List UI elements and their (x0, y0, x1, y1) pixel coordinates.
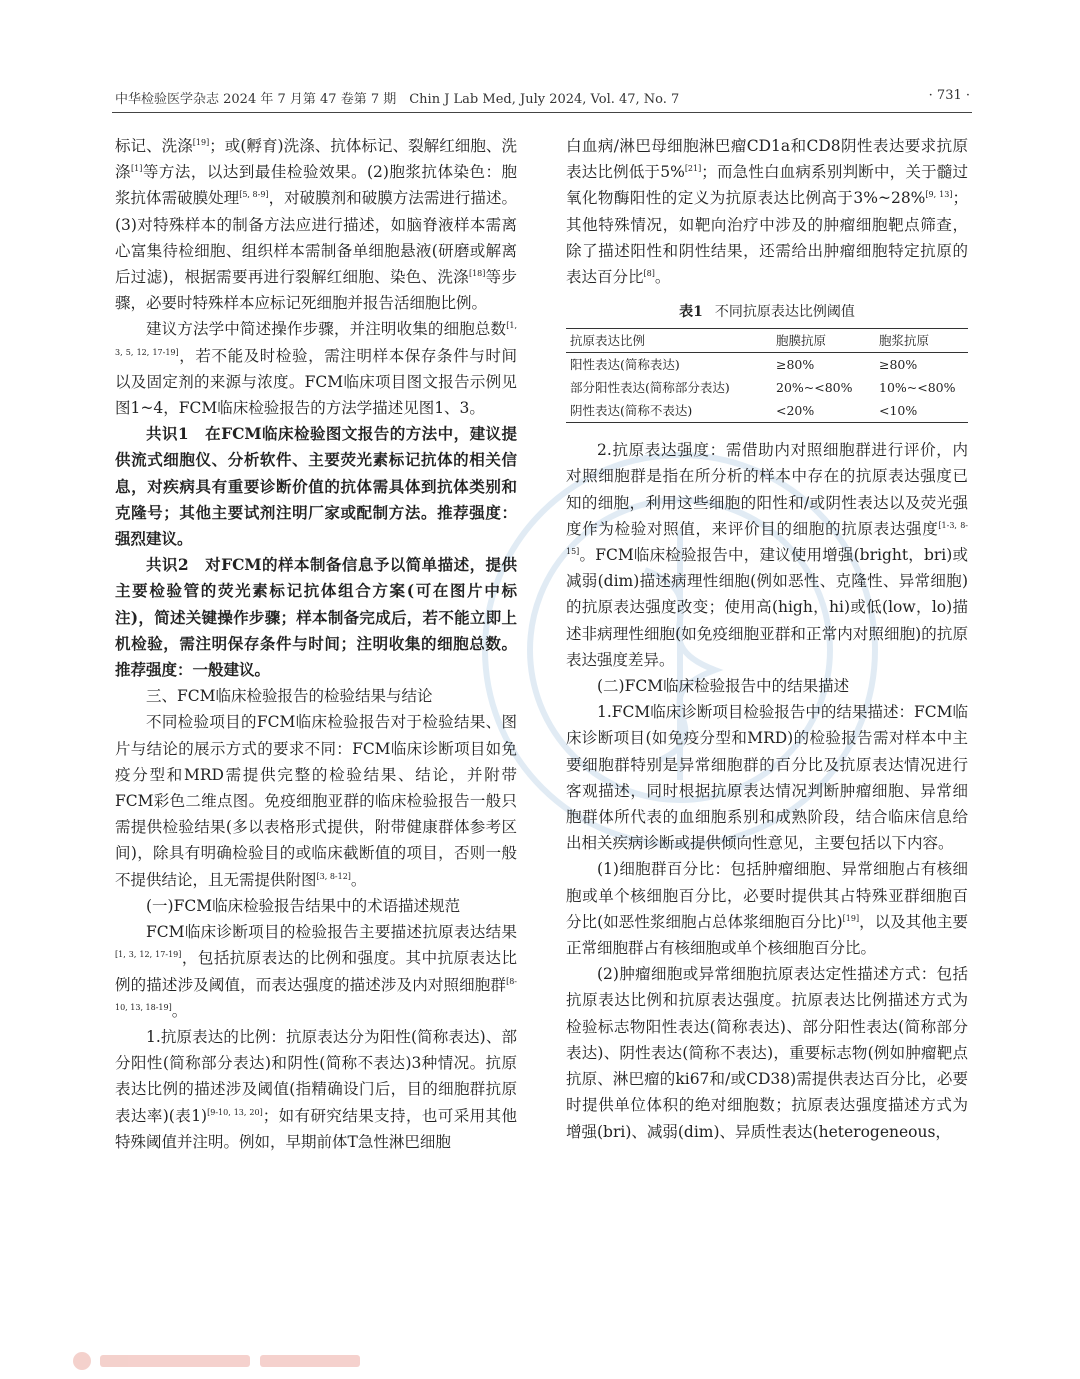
paragraph: FCM临床诊断项目的检验报告主要描述抗原表达结果[1, 3, 12, 17-19]，包括抗原表达的比例和强度。其中抗原表达比例的描述涉及阈值，而表达强度的描述涉及内对照细胞群[8-10, 13, 18-19]。 (115, 923, 517, 1020)
consensus-1: 共识1 在FCM临床检验图文报告的方法中，建议提供流式细胞仪、分析软件、主要荧光素标记抗体的相关信息，对疾病具有重要诊断价值的抗体需具体到抗体类别和克隆号；其他主要试剂注明厂家或配制方法。推荐强度：强烈建议。 (115, 424, 517, 549)
table-cell: ≥80% (776, 357, 815, 373)
publisher-logo-watermark-icon (70, 1350, 370, 1372)
table-cell: <20% (776, 403, 815, 419)
table-cell: 阴性表达(简称不表达) (570, 403, 693, 419)
table-label: 表1 (679, 304, 703, 321)
paragraph: 建议方法学中简述操作步骤，并注明收集的细胞总数[1, 3, 5, 12, 17-19]，若不能及时检验，需注明样本保存条件与时间以及固定剂的来源与浓度。FCM临床项目图文报告示例见图1~4，FCM临床检验报告的方法学描述见图1、3。 (115, 320, 517, 418)
table-cell: <10% (879, 403, 918, 419)
paragraph: 白血病/淋巴母细胞淋巴瘤CD1a和CD8阴性表达要求抗原表达比例低于5%[21]；而急性白血病系别判断中，关于髓过氧化物酶阳性的定义为抗原表达比例高于3%~28%[9, 13]；其他特殊情况，如靶向治疗中涉及的肿瘤细胞靶点筛查，除了描述阳性和阴性结果，还需给出肿瘤细胞特定抗原的表达百分比[8]。 (566, 137, 969, 287)
paragraph: (1)细胞群百分比：包括肿瘤细胞、异常细胞占有核细胞或单个核细胞百分比，必要时提供其占特殊亚群细胞百分比(如恶性浆细胞占总体浆细胞百分比)[19]，以及其他主要正常细胞群占有核细胞或单个核细胞百分比。 (566, 860, 968, 958)
right-column (566, 133, 968, 1145)
table-caption (566, 302, 968, 322)
table-cell: 阳性表达(简称表达) (570, 357, 680, 373)
subsection-heading: (二)FCM临床检验报告中的结果描述 (597, 677, 850, 696)
left-column (115, 133, 517, 1155)
journal-citation: 中华检验医学杂志 2024 年 7 月第 47 卷第 7 期 Chin J Lab Med, July 2024, Vol. 47, No. 7 (115, 92, 680, 107)
table-title: 不同抗原表达比例阈值 (714, 304, 855, 321)
paragraph: 1.FCM临床诊断项目检验报告中的结果描述：FCM临床诊断项目(如免疫分型和MRD)的检验报告需对样本中主要细胞群特别是异常细胞群的百分比及抗原表达情况进行客观描述，同时根据抗原表达情况判断肿瘤细胞、异常细胞群体所代表的血细胞系别和成熟阶段，结合临床信息给出相关疾病诊断或提供倾向性意见，主要包括以下内容。 (566, 703, 968, 853)
header-rule (112, 112, 972, 113)
table-row (566, 353, 968, 377)
table-row (566, 376, 968, 399)
page-number: · 731 · (928, 88, 970, 103)
paragraph: 标记、洗涤[19]；或(孵育)洗涤、抗体标记、裂解红细胞、洗涤[1]等方法，以达到最佳检验效果。(2)胞浆抗体染色：胞浆抗体需破膜处理[5, 8-9]，对破膜剂和破膜方法需进行描述。(3)对特殊样本的制备方法应进行描述，如脑脊液样本需离心富集待检细胞、组织样本需制备单细胞悬液(研磨或解离后过滤)，根据需要再进行裂解红细胞、染色、洗涤[18]等步骤，必要时特殊样本应标记死细胞并报告活细胞比例。 (115, 137, 517, 313)
table-cell: 部分阳性表达(简称部分表达) (570, 380, 730, 396)
table-header-row (566, 329, 968, 353)
table-header-cell: 胞浆抗原 (875, 329, 968, 353)
paragraph: 2.抗原表达强度：需借助内对照细胞群进行评价，内对照细胞群是指在所分析的样本中存在的抗原表达强度已知的细胞，利用这些细胞的阳性和/或阴性表达以及荧光强度作为检验对照值，来评价目的细胞的抗原表达强度[1-3, 8-15]。FCM临床检验报告中，建议使用增强(bright，bri)或减弱(dim)描述病理性细胞(例如恶性、克隆性、异常细胞)的抗原表达强度改变；使用高(high，hi)或低(low，lo)描述非病理性细胞(如免疫细胞亚群和正常内对照细胞)的抗原表达强度差异。 (566, 441, 968, 669)
table-header-cell: 胞膜抗原 (772, 329, 875, 353)
threshold-table (566, 328, 968, 423)
table-cell: ≥80% (879, 357, 918, 373)
subsection-heading: (一)FCM临床检验报告结果中的术语描述规范 (146, 896, 461, 915)
running-header (115, 88, 970, 112)
table-cell: 20%~<80% (776, 380, 853, 396)
consensus-2: 共识2 对FCM的样本制备信息予以简单描述，提供主要检验管的荧光素标记抗体组合方案(可在图片中标注)，简述关键操作步骤；样本制备完成后，若不能立即上机检验，需注明保存条件与时间；注明收集的细胞总数。推荐强度：一般建议。 (115, 555, 517, 680)
table-cell: 10%~<80% (879, 380, 956, 396)
paragraph: 1.抗原表达的比例：抗原表达分为阳性(简称表达)、部分阳性(简称部分表达)和阴性(简称不表达)3种情况。抗原表达比例的描述涉及阈值(指精确设门后，目的细胞群抗原表达率)(表1)[9-10, 13, 20]；如有研究结果支持，也可采用其他特殊阈值并注明。例如，早期前体T急性淋巴细胞 (115, 1027, 517, 1151)
table-row (566, 399, 968, 423)
paragraph: 不同检验项目的FCM临床检验报告对于检验结果、图片与结论的展示方式的要求不同：FCM临床诊断项目如免疫分型和MRD需提供完整的检验结果、结论，并附带FCM彩色二维点图。免疫细胞亚群的临床检验报告一般只需提供检验结果(多以表格形式提供，附带健康群体参考区间)，除具有明确检验目的或临床截断值的项目，否则一般不提供结论，且无需提供附图[3, 8-12]。 (115, 713, 517, 889)
table-header-cell: 抗原表达比例 (566, 329, 772, 353)
section-heading: 三、FCM临床检验报告的检验结果与结论 (146, 687, 433, 706)
paragraph: (2)肿瘤细胞或异常细胞抗原表达定性描述方式：包括抗原表达比例和抗原表达强度。抗原表达比例描述方式为检验标志物阳性表达(简称表达)、部分阳性表达(简称部分表达)、阴性表达(简称不表达)，重要标志物(例如肿瘤靶点抗原、淋巴瘤的ki67和/或CD38)需提供表达百分比，必要时提供单位体积的绝对细胞数；抗原表达强度描述方式为增强(bri)、减弱(dim)、异质性表达(heterogeneous， (566, 965, 968, 1141)
